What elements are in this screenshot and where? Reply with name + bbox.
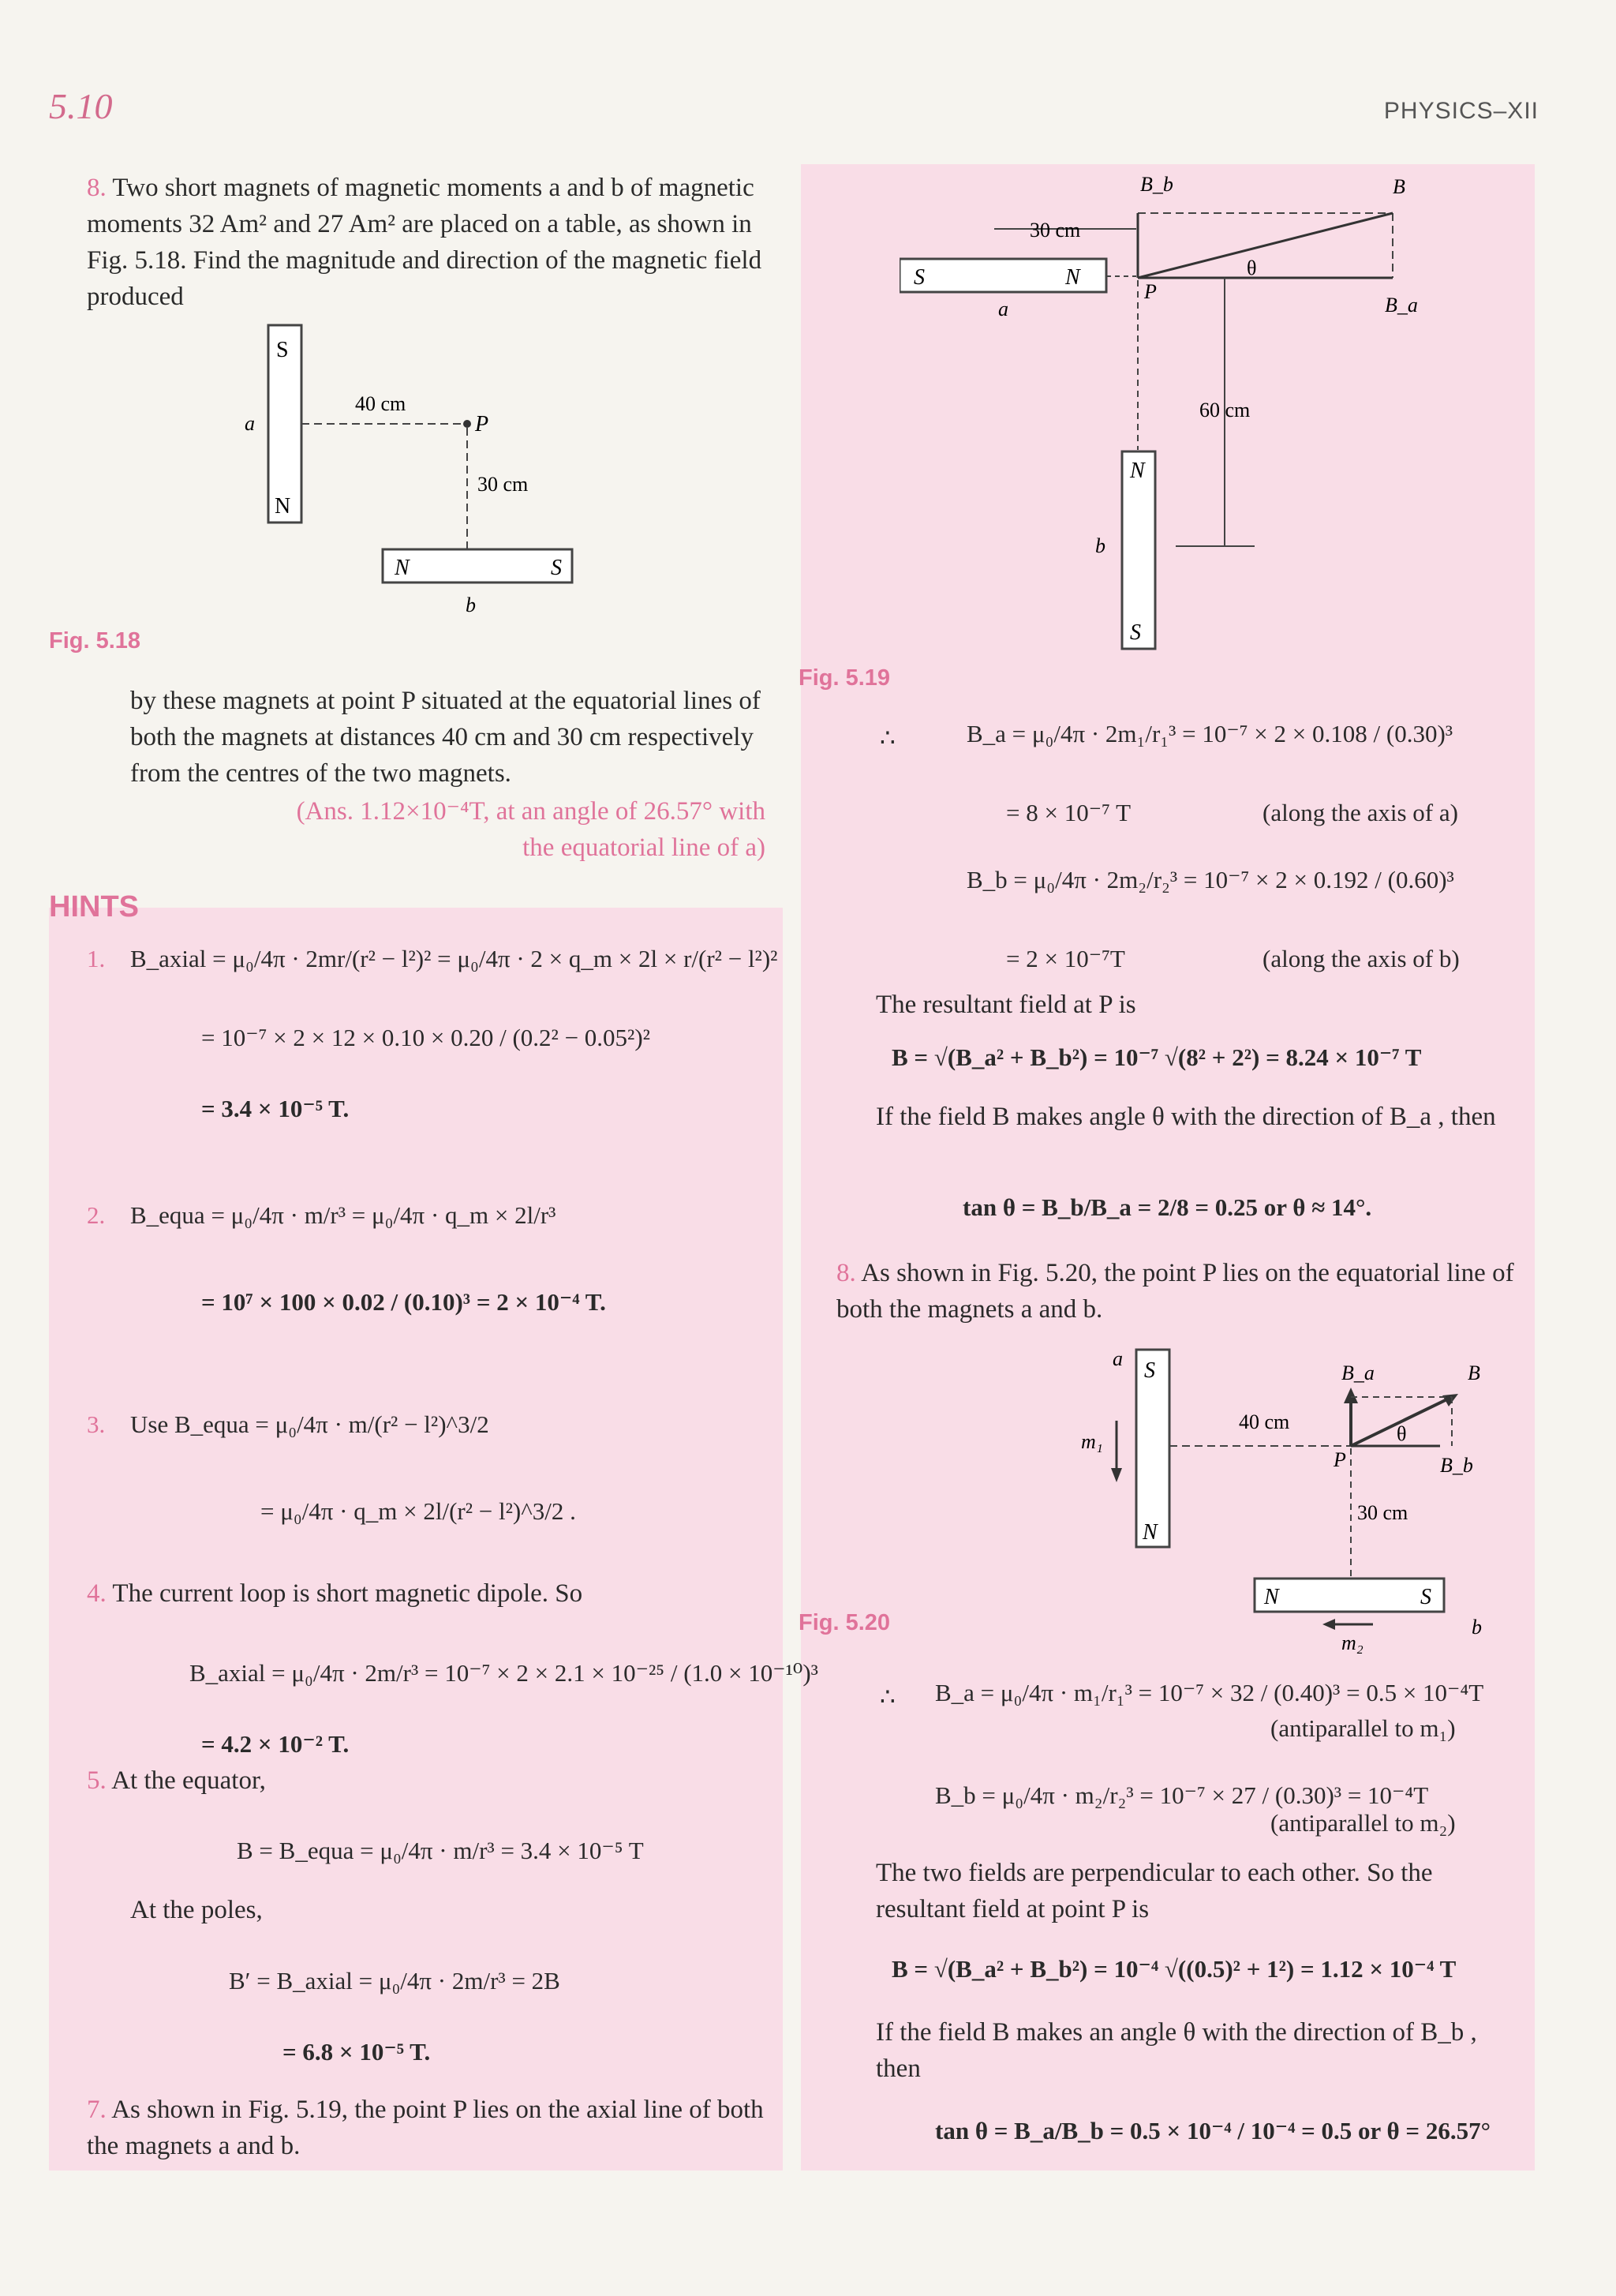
hint-8-number: 8. [836,1259,856,1287]
fig519-label-s-b: S [1130,620,1141,645]
hint-2-line1: B_equa = μ₀/4π · m/r³ = μ₀/4π · q_m × 2l/r³ [130,1201,556,1229]
hints-title: HINTS [49,890,139,923]
fig519-label-ba: B_a [1385,294,1418,316]
fig520-label-b-magnet: b [1472,1616,1482,1639]
sol7-ba-value: = 8 × 10⁻⁷ T [1006,799,1132,826]
fig520-label-n: N [1143,1520,1158,1545]
fig519-label-30cm: 30 cm [1030,219,1081,242]
hint-5-line3: = 6.8 × 10⁻⁵ T. [282,2038,431,2066]
sol8-ba-equation: B_a = μ₀/4π · m₁/r₁³ = 10⁻⁷ × 32 / (0.40)³ = 0.5 × 10⁻⁴T [935,1679,1484,1706]
fig520-label-p: P [1334,1448,1346,1471]
fig518-label-a: a [245,412,255,435]
hint-8-sentence: As shown in Fig. 5.20, the point P lies on the equatorial line of both the magnets a and b. [836,1259,1514,1324]
fig519-label-a: a [998,298,1008,320]
question-text-continued: by these magnets at point P situated at the equatorial lines of both the magnets at distances 40 cm and 30 cm respectively from the centres of the two magnets. [130,687,761,788]
sol7-resultant: B = √(B_a² + B_b²) = 10⁻⁷ √(8² + 2²) = 8.24 × 10⁻⁷ T [892,1043,1422,1071]
sol8-ba-note: (antiparallel to m₁) [1270,1714,1456,1742]
fig519-label-b-magnet: b [1095,534,1105,557]
hint-7-sentence: As shown in Fig. 5.19, the point P lies on the axial line of both the magnets a and b. [87,2096,764,2160]
fig518-label-n-bottom: N [275,494,291,519]
fig519-label-s: S [914,265,925,290]
figure-5-19 [900,166,1531,663]
fig520-label-b: B [1468,1361,1480,1384]
sol8-bb-note: (antiparallel to m₂) [1270,1809,1456,1837]
hint-1-line1: B_axial = μ₀/4π · 2mr/(r² − l²)² = μ₀/4π · 2 × q_m × 2l × r/(r² − l²)² [130,945,778,972]
hint-3-line1: Use B_equa = μ₀/4π · m/(r² − l²)^3/2 [130,1410,489,1438]
sol8-resultant: B = √(B_a² + B_b²) = 10⁻⁴ √((0.5)² + 1²) = 1.12 × 10⁻⁴ T [892,1955,1457,1983]
figure-5-20 [1081,1342,1523,1657]
sol8-therefore: ∴ [880,1683,896,1710]
hint-3-line2: = μ₀/4π · q_m × 2l/(r² − l²)^3/2 . [260,1497,576,1525]
fig519-label-n: N [1065,265,1080,290]
sol7-resultant-text: The resultant field at P is [876,991,1136,1019]
fig519-label-n-b: N [1130,459,1145,483]
hint-4-number: 4. [87,1579,107,1608]
hint-5-poles: At the poles, [130,1896,263,1924]
hint-7-number: 7. [87,2096,107,2124]
fig519-label-p: P [1144,280,1157,303]
fig520-label-s: S [1144,1358,1155,1383]
fig-5-18-caption: Fig. 5.18 [49,628,141,654]
sol7-bb-note: (along the axis of b) [1262,945,1460,972]
sol7-angle-text: If the field B makes angle θ with the direction of B_a , then [876,1103,1496,1131]
fig518-label-s-right: S [551,556,562,580]
sol7-ba-note: (along the axis of a) [1262,799,1458,826]
page-number: 5.10 [49,86,113,126]
fig-5-19-caption: Fig. 5.19 [799,665,891,691]
fig519-label-b: B [1393,175,1405,198]
hint-4-line2: = 4.2 × 10⁻² T. [201,1730,350,1758]
fig518-label-n-right: N [395,556,410,580]
fig520-label-a: a [1113,1347,1123,1370]
hint-5-line1: B = B_equa = μ₀/4π · m/r³ = 3.4 × 10⁻⁵ T [237,1837,644,1864]
hint-5-number: 5. [87,1766,107,1795]
sol7-bb-value: = 2 × 10⁻⁷T [1006,945,1125,972]
fig520-label-30cm: 30 cm [1357,1501,1408,1524]
fig520-label-n-b: N [1264,1585,1279,1609]
fig520-label-ba: B_a [1341,1361,1375,1384]
hint-1-line2: = 10⁻⁷ × 2 × 12 × 0.10 × 0.20 / (0.2² − 0.05²)² [201,1024,650,1051]
hint-2-number: 2. [87,1201,106,1229]
sol7-tan: tan θ = B_b/B_a = 2/8 = 0.25 or θ ≈ 14°. [963,1193,1372,1221]
question-number: 8. [87,174,107,202]
fig520-label-s-b: S [1420,1585,1431,1609]
hint-5-sentence: At the equator, [111,1766,266,1795]
fig520-label-m1: m₁ [1081,1430,1103,1453]
fig519-label-bb: B_b [1140,173,1173,196]
hint-5-text [87,1762,773,1799]
sol8-bb-equation: B_b = μ₀/4π · m₂/r₂³ = 10⁻⁷ × 27 / (0.30)³ = 10⁻⁴T [935,1781,1429,1809]
fig520-label-theta: θ [1397,1422,1407,1445]
fig518-label-s-top: S [276,338,289,362]
hint-3-number: 3. [87,1410,106,1438]
question-text: Two short magnets of magnetic moments a and b of magnetic moments 32 Am² and 27 Am² are placed on a table, as shown in Fig. 5.18. Find the magnitude and direction of the magnetic field produced [87,174,762,311]
question-8 [87,170,765,315]
fig-5-20-caption: Fig. 5.20 [799,1610,891,1635]
running-head: PHYSICS–XII [1383,98,1539,124]
question-8-answer: (Ans. 1.12×10⁻⁴T, at an angle of 26.57° with the equatorial line of a) [296,797,765,862]
sol8-tan: tan θ = B_a/B_b = 0.5 × 10⁻⁴ / 10⁻⁴ = 0.5 or θ = 26.57° [935,2117,1491,2144]
fig518-label-30cm: 30 cm [477,473,529,496]
hint-7 [87,2092,773,2164]
hint-1-line3: = 3.4 × 10⁻⁵ T. [201,1095,350,1122]
hint-1 [87,943,778,1122]
figure-5-18 [229,316,600,624]
hint-4-sentence: The current loop is short magnetic dipole. So [112,1579,583,1608]
hint-5-line2: B′ = B_axial = μ₀/4π · 2m/r³ = 2B [229,1967,560,1994]
sol8-angle-text: If the field B makes an angle θ with the direction of B_b , then [876,2018,1477,2083]
hint-8 [836,1255,1523,1328]
hint-2-line2: = 10⁷ × 100 × 0.02 / (0.10)³ = 2 × 10⁻⁴ T. [201,1288,606,1316]
fig519-label-theta: θ [1247,257,1257,279]
hint-4-text [87,1575,773,1612]
sol7-ba-equation: B_a = μ₀/4π · 2m₁/r₁³ = 10⁻⁷ × 2 × 0.108 / (0.30)³ [967,720,1453,747]
hint-1-number: 1. [87,945,106,972]
fig519-label-60cm: 60 cm [1199,399,1251,421]
hint-4-line1: B_axial = μ₀/4π · 2m/r³ = 10⁻⁷ × 2 × 2.1 × 10⁻²⁵ / (1.0 × 10⁻¹⁰)³ [189,1659,818,1687]
hint-2 [87,1200,773,1316]
fig520-label-bb: B_b [1440,1454,1473,1477]
question-8-continued [130,683,765,792]
fig518-label-p: P [475,412,489,436]
sol8-perp-text: The two fields are perpendicular to each other. So the resultant field at point P is [876,1859,1433,1923]
fig520-label-40cm: 40 cm [1239,1410,1290,1433]
sol7-bb-equation: B_b = μ₀/4π · 2m₂/r₂³ = 10⁻⁷ × 2 × 0.192 / (0.60)³ [967,866,1454,893]
fig518-label-40cm: 40 cm [355,392,406,415]
sol7-therefore: ∴ [880,724,896,751]
fig520-label-m2: m₂ [1341,1631,1364,1654]
fig518-label-b: b [466,594,476,616]
hint-3 [87,1409,773,1525]
